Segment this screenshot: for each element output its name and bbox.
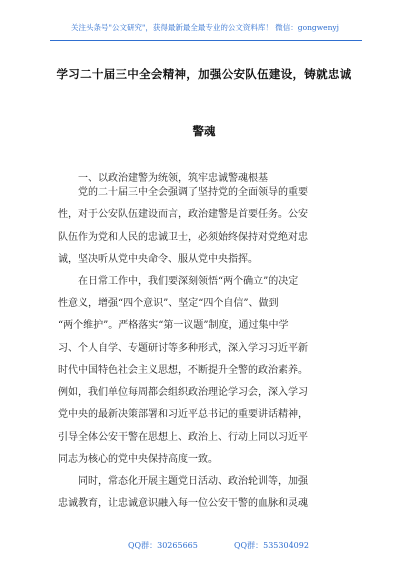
document-title-line-2: 警魂: [192, 124, 216, 138]
footer-qq-group-right: QQ群：535304092: [234, 541, 309, 550]
body-line: “两个维护”。严格落实“第一议题”制度，通过集中学: [58, 320, 289, 331]
footer-qq-group-left: QQ群：30265665: [128, 541, 198, 550]
body-line: 诚，坚决听从党中央命令、服从党中央指挥。: [58, 254, 258, 265]
body-line: 党的二十届三中全会强调了坚持党的全面领导的重要: [58, 187, 308, 198]
body-line: 党中央的最新决策部署和习近平总书记的重要讲话精神，: [58, 409, 308, 420]
body-line: 队伍作为党和人民的忠诚卫士，必须始终保持对党绝对忠: [58, 232, 308, 243]
body-line: 引导全体公安干警在思想上、政治上、行动上同以习近平: [58, 432, 308, 443]
body-line: 忠诚教育，让忠诚意识融入每一位公安干警的血脉和灵魂: [58, 498, 308, 509]
section-heading: 一、以政治建警为统领，筑牢忠诚警魂根基: [78, 173, 268, 184]
header-banner: 关注头条号"公文研究"，获得最新最全最专业的公文资料库！ 微信：gongwenyj: [71, 23, 339, 32]
body-line: 在日常工作中，我们要深刻领悟“两个确立”的决定: [58, 276, 299, 287]
body-line: 同时，常态化开展主题党日活动、政治轮训等，加强: [58, 476, 308, 487]
body-line: 性，对于公安队伍建设而言，政治建警是首要任务。公安: [58, 209, 308, 220]
body-line: 时代中国特色社会主义思想，不断提升全警的政治素养。: [58, 365, 308, 376]
header-divider: [50, 40, 362, 41]
body-line: 习、个人自学、专题研讨等多种形式，深入学习习近平新: [58, 343, 308, 354]
document-title-line-1: 学习二十届三中全会精神，加强公安队伍建设，铸就忠诚: [56, 67, 352, 81]
body-line: 性意义，增强“四个意识”、坚定“四个自信”、做到: [58, 298, 279, 309]
body-line: 同志为核心的党中央保持高度一致。: [58, 454, 218, 465]
body-line: 例如，我们单位每周都会组织政治理论学习会，深入学习: [58, 387, 308, 398]
